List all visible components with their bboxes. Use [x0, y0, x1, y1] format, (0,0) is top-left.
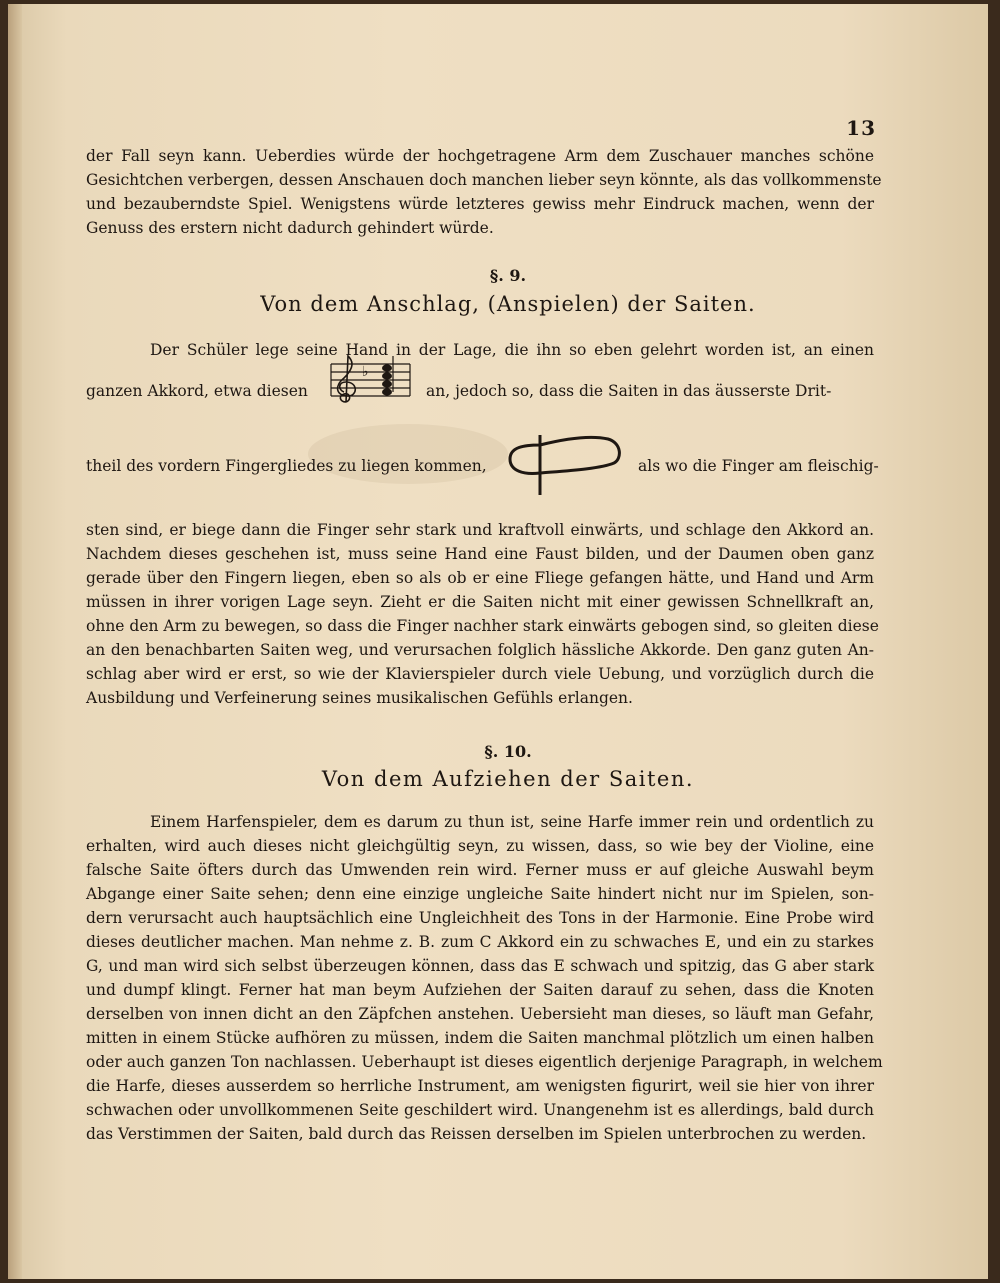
book-page: [8, 4, 988, 1279]
section-9-first-line: [86, 338, 874, 362]
text-line: G, und man wird sich selbst überzeugen können, dass das E schwach und spitzig, das G aber stark: [86, 957, 874, 975]
text-line: Der Schüler lege seine Hand in der Lage, die ihn so eben gelehrt worden ist, an einen: [150, 341, 874, 359]
text-line: ohne den Arm zu bewegen, so dass die Finger nachher stark einwärts gebogen sind, so gleiten diese: [86, 617, 879, 635]
text-line: müssen in ihrer vorigen Lage seyn. Zieht er die Saiten nicht mit einer gewissen Schnellkraft an,: [86, 593, 874, 611]
text-line: dern verursacht auch hauptsächlich eine Ungleichheit des Tons in der Harmonie. Eine Probe wird: [86, 909, 874, 927]
text-line: der Fall seyn kann. Ueberdies würde der hochgetragene Arm dem Zuschauer manches schöne: [86, 147, 874, 165]
text-line: Nachdem dieses geschehen ist, muss seine Hand eine Faust bilden, und der Daumen oben ganz: [86, 545, 874, 563]
page-spine: [8, 4, 22, 1279]
section-10-title: Von dem Aufziehen der Saiten.: [321, 767, 695, 791]
text-line: schwachen oder unvollkommenen Seite geschildert wird. Unangenehm ist es allerdings, bald durch: [86, 1101, 874, 1119]
text-line: das Verstimmen der Saiten, bald durch das Reissen derselben im Spielen unterbrochen zu werden.: [86, 1125, 867, 1143]
section-10-mark: §. 10.: [484, 742, 532, 761]
text-line: dieses deutlicher machen. Man nehme z. B. zum C Akkord ein zu schwaches E, und ein zu starkes: [86, 933, 874, 951]
text-line: Gesichtchen verbergen, dessen Anschauen doch manchen lieber seyn könnte, als das vollkommenste: [86, 171, 882, 189]
text-line: erhalten, wird auch dieses nicht gleichgültig seyn, zu wissen, dass, so wie bey der Violine, eine: [86, 837, 874, 855]
text-line: die Harfe, dieses ausserdem so herrliche Instrument, am wenigsten figurirt, weil sie hier von ihrer: [86, 1077, 874, 1095]
text-segment: ganzen Akkord, etwa diesen: [86, 382, 308, 400]
text-line: Abgange einer Saite sehen; denn eine einzige ungleiche Saite hindert nicht nur im Spielen, son-: [86, 885, 874, 903]
text-line: Einem Harfenspieler, dem es darum zu thun ist, seine Harfe immer rein und ordentlich zu: [150, 813, 874, 831]
music-chord-figure: [326, 352, 416, 416]
text-line: sten sind, er biege dann die Finger sehr stark und kraftvoll einwärts, und schlage den Akkord an.: [86, 521, 874, 539]
text-line: Genuss des erstern nicht dadurch gehindert würde.: [86, 219, 494, 237]
section-9-title: Von dem Anschlag, (Anspielen) der Saiten.: [260, 292, 756, 316]
fingertip-diagram: [504, 433, 624, 497]
page-number: 13: [846, 116, 876, 140]
section-9-finger-row: [86, 457, 879, 487]
text-segment: an, jedoch so, dass die Saiten in das äusserste Drit-: [426, 382, 832, 400]
text-line: oder auch ganzen Ton nachlassen. Ueberhaupt ist dieses eigentlich derjenige Paragraph, in welchem: [86, 1053, 883, 1071]
text-line: derselben von innen dicht an den Zäpfchen anstehen. Uebersieht man dieses, so läuft man Gefahr,: [86, 1005, 874, 1023]
text-line: Ausbildung und Verfeinerung seines musikalischen Gefühls erlangen.: [86, 689, 633, 707]
text-line: mitten in einem Stücke aufhören zu müssen, indem die Saiten manchmal plötzlich um einen halben: [86, 1029, 874, 1047]
section-10-paragraph: [86, 810, 883, 1146]
intro-paragraph: [86, 144, 882, 240]
section-9-chord-row: [86, 364, 874, 412]
text-line: und dumpf klingt. Ferner hat man beym Aufziehen der Saiten darauf zu sehen, dass die Knoten: [86, 981, 874, 999]
text-line: und bezauberndste Spiel. Wenigstens würde letzteres gewiss mehr Eindruck machen, wenn der: [86, 195, 874, 213]
svg-text:♭: ♭: [362, 364, 369, 380]
text-line: falsche Saite öfters durch das Umwenden rein wird. Ferner muss er auf gleiche Auswahl beym: [86, 861, 874, 879]
text-line: schlag aber wird er erst, so wie der Klavierspieler durch viele Uebung, und vorzüglich durch die: [86, 665, 874, 683]
text-line: gerade über den Fingern liegen, eben so als ob er eine Fliege gefangen hätte, und Hand und Arm: [86, 569, 874, 587]
section-9-mark: §. 9.: [489, 266, 527, 285]
text-segment: als wo die Finger am fleischig-: [638, 457, 879, 475]
text-line: an den benachbarten Saiten weg, und verursachen folglich hässliche Akkorde. Den ganz guten An-: [86, 641, 874, 659]
section-9-paragraph: [86, 518, 879, 710]
text-segment: theil des vordern Fingergliedes zu liegen kommen,: [86, 457, 487, 475]
